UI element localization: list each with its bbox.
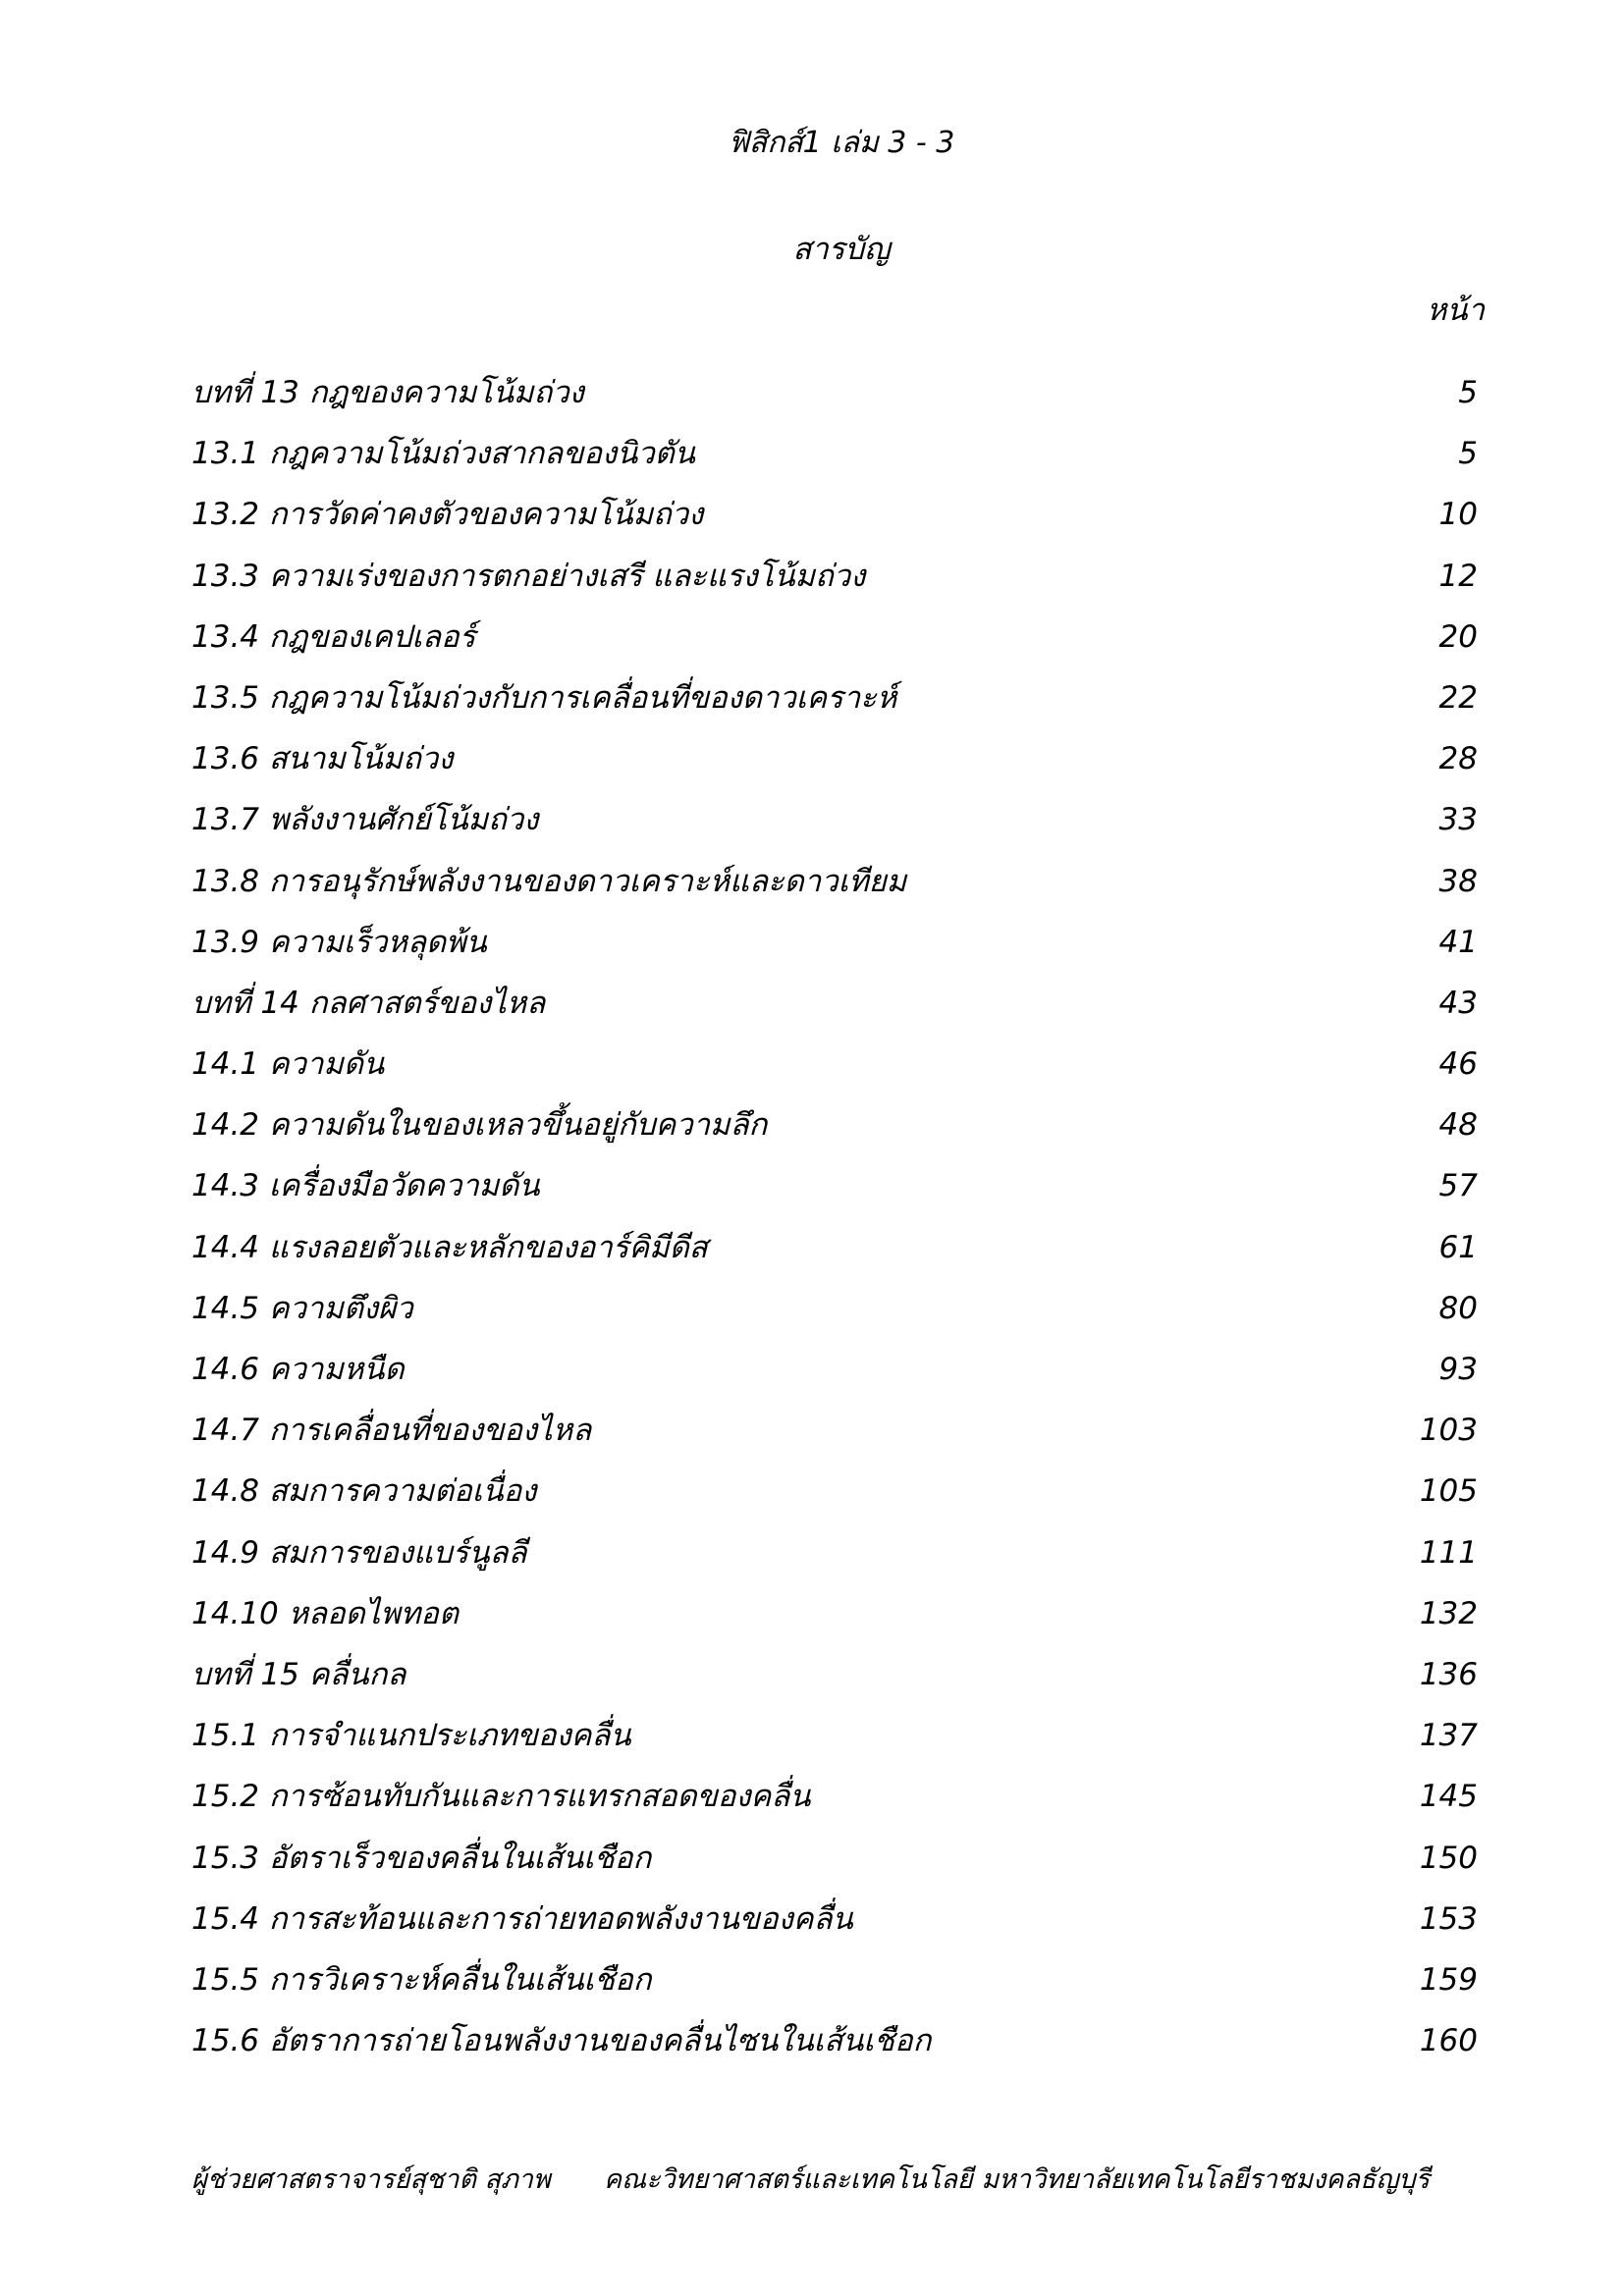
toc-entry[interactable] [191, 493, 1478, 554]
toc-entry[interactable] [191, 798, 1478, 859]
toc-entry-title: 15.4 การสะท้อนและการถ่ายทอดพลังงานของคลื่น [191, 1900, 853, 1937]
toc-entry-page-number: 137 [1419, 1718, 1478, 1754]
toc-entry[interactable] [191, 1714, 1478, 1775]
toc-entry-title: บทที่ 14 กลศาสตร์ของไหล [191, 985, 546, 1021]
toc-entry-page-number: 57 [1438, 1168, 1478, 1204]
toc-entry[interactable] [191, 676, 1478, 737]
toc-entry-page-number: 61 [1438, 1229, 1478, 1265]
toc-entry-title: 13.1 กฎความโน้มถ่วงสากลของนิวตัน [191, 436, 695, 472]
toc-entry-title: 14.5 ความตึงผิว [191, 1290, 413, 1326]
toc-entry-page-number: 5 [1458, 436, 1478, 472]
toc-entry[interactable] [191, 555, 1478, 615]
toc-entry-title: บทที่ 15 คลื่นกล [191, 1656, 406, 1692]
toc-entry[interactable] [191, 1469, 1478, 1530]
toc-entry-title: 13.8 การอนุรักษ์พลังงานของดาวเคราะห์และดาวเทียม [191, 863, 907, 899]
toc-entry[interactable] [191, 1164, 1478, 1225]
toc-entry[interactable] [191, 615, 1478, 676]
toc-entry-page-number: 43 [1438, 985, 1478, 1021]
footer-author: ผู้ช่วยศาสตราจารย์สุชาติ สุภาพ [191, 2164, 551, 2195]
toc-entry-page-number: 12 [1438, 558, 1478, 594]
table-of-contents [191, 371, 1478, 2080]
toc-entry[interactable] [191, 982, 1478, 1042]
toc-entry-page-number: 22 [1438, 679, 1478, 716]
toc-entry-page-number: 111 [1419, 1534, 1478, 1571]
toc-entry[interactable] [191, 371, 1478, 432]
toc-entry-page-number: 105 [1419, 1473, 1478, 1510]
footer-institution: คณะวิทยาศาสตร์และเทคโนโลยี มหาวิทยาลัยเทคโนโลยีราชมงคลธัญบุรี [604, 2164, 1430, 2195]
toc-entry[interactable] [191, 1837, 1478, 1897]
toc-entry-page-number: 132 [1419, 1595, 1478, 1631]
toc-entry-page-number: 5 [1458, 375, 1478, 410]
toc-entry[interactable] [191, 2019, 1478, 2080]
toc-entry-title: 14.6 ความหนืด [191, 1352, 405, 1387]
page-column-label: หน้า [1426, 293, 1485, 328]
toc-entry[interactable] [191, 432, 1478, 493]
toc-entry-title: 13.7 พลังงานศักย์โน้มถ่วง [191, 802, 539, 838]
toc-entry[interactable] [191, 1531, 1478, 1592]
toc-entry-title: 14.10 หลอดไพทอต [191, 1595, 459, 1631]
toc-entry-page-number: 145 [1419, 1779, 1478, 1815]
toc-entry-title: 13.4 กฎของเคปเลอร์ [191, 618, 476, 655]
toc-entry-title: 13.9 ความเร็วหลุดพ้น [191, 924, 487, 960]
toc-entry-page-number: 136 [1419, 1656, 1478, 1692]
toc-entry-title: 15.5 การวิเคราะห์คลื่นในเส้นเชือก [191, 1961, 652, 1998]
toc-entry-page-number: 153 [1419, 1900, 1478, 1937]
toc-entry-page-number: 93 [1438, 1352, 1478, 1387]
toc-entry-title: 13.6 สนามโน้มถ่วง [191, 741, 454, 777]
toc-entry[interactable] [191, 1042, 1478, 1103]
toc-entry[interactable] [191, 1958, 1478, 2019]
toc-heading: สารบัญ [792, 232, 891, 267]
page-header-title: ฟิสิกส์1 เล่ม 3 - 3 [728, 126, 955, 160]
toc-entry-title: 14.1 ความดัน [191, 1046, 385, 1083]
toc-entry-title: 15.2 การซ้อนทับกันและการแทรกสอดของคลื่น [191, 1779, 811, 1815]
toc-entry-title: 13.5 กฎความโน้มถ่วงกับการเคลื่อนที่ของดาวเคราะห์ [191, 679, 897, 716]
toc-entry-page-number: 80 [1438, 1290, 1478, 1326]
toc-entry-title: 14.7 การเคลื่อนที่ของของไหล [191, 1413, 592, 1449]
toc-entry[interactable] [191, 860, 1478, 921]
toc-entry[interactable] [191, 1653, 1478, 1714]
toc-entry-page-number: 48 [1438, 1107, 1478, 1144]
toc-entry-title: 14.8 สมการความต่อเนื่อง [191, 1473, 537, 1510]
toc-entry[interactable] [191, 921, 1478, 982]
toc-entry[interactable] [191, 737, 1478, 798]
toc-entry-page-number: 41 [1438, 924, 1478, 960]
toc-entry-page-number: 33 [1438, 802, 1478, 838]
toc-entry[interactable] [191, 1409, 1478, 1469]
toc-entry-page-number: 160 [1419, 2023, 1478, 2059]
toc-entry-title: 15.6 อัตราการถ่ายโอนพลังงานของคลื่นไซนในเส้นเชือก [191, 2023, 932, 2059]
toc-entry-title: 14.2 ความดันในของเหลวขึ้นอยู่กับความลึก [191, 1107, 768, 1144]
toc-entry-page-number: 38 [1438, 863, 1478, 899]
toc-entry-page-number: 28 [1438, 741, 1478, 777]
toc-entry-title: 14.9 สมการของแบร์นูลลี [191, 1534, 527, 1571]
toc-entry-page-number: 20 [1438, 618, 1478, 655]
toc-entry[interactable] [191, 1226, 1478, 1287]
toc-entry[interactable] [191, 1775, 1478, 1836]
toc-entry-title: 13.3 ความเร่งของการตกอย่างเสรี และแรงโน้มถ่วง [191, 558, 866, 594]
toc-entry-page-number: 10 [1438, 497, 1478, 533]
toc-entry-title: บทที่ 13 กฎของความโน้มถ่วง [191, 375, 584, 410]
toc-entry[interactable] [191, 1897, 1478, 1958]
toc-entry-title: 15.3 อัตราเร็วของคลื่นในเส้นเชือก [191, 1840, 652, 1876]
toc-entry-title: 14.3 เครื่องมือวัดความดัน [191, 1168, 540, 1204]
toc-entry[interactable] [191, 1592, 1478, 1653]
toc-entry-page-number: 150 [1419, 1840, 1478, 1876]
toc-entry[interactable] [191, 1348, 1478, 1409]
toc-entry-title: 15.1 การจำแนกประเภทของคลื่น [191, 1718, 631, 1754]
toc-entry[interactable] [191, 1103, 1478, 1164]
toc-entry-page-number: 103 [1419, 1413, 1478, 1449]
toc-entry[interactable] [191, 1287, 1478, 1348]
toc-entry-title: 14.4 แรงลอยตัวและหลักของอาร์คิมีดีส [191, 1229, 708, 1265]
toc-entry-page-number: 46 [1438, 1046, 1478, 1083]
toc-entry-title: 13.2 การวัดค่าคงตัวของความโน้มถ่วง [191, 497, 704, 533]
toc-entry-page-number: 159 [1419, 1961, 1478, 1998]
